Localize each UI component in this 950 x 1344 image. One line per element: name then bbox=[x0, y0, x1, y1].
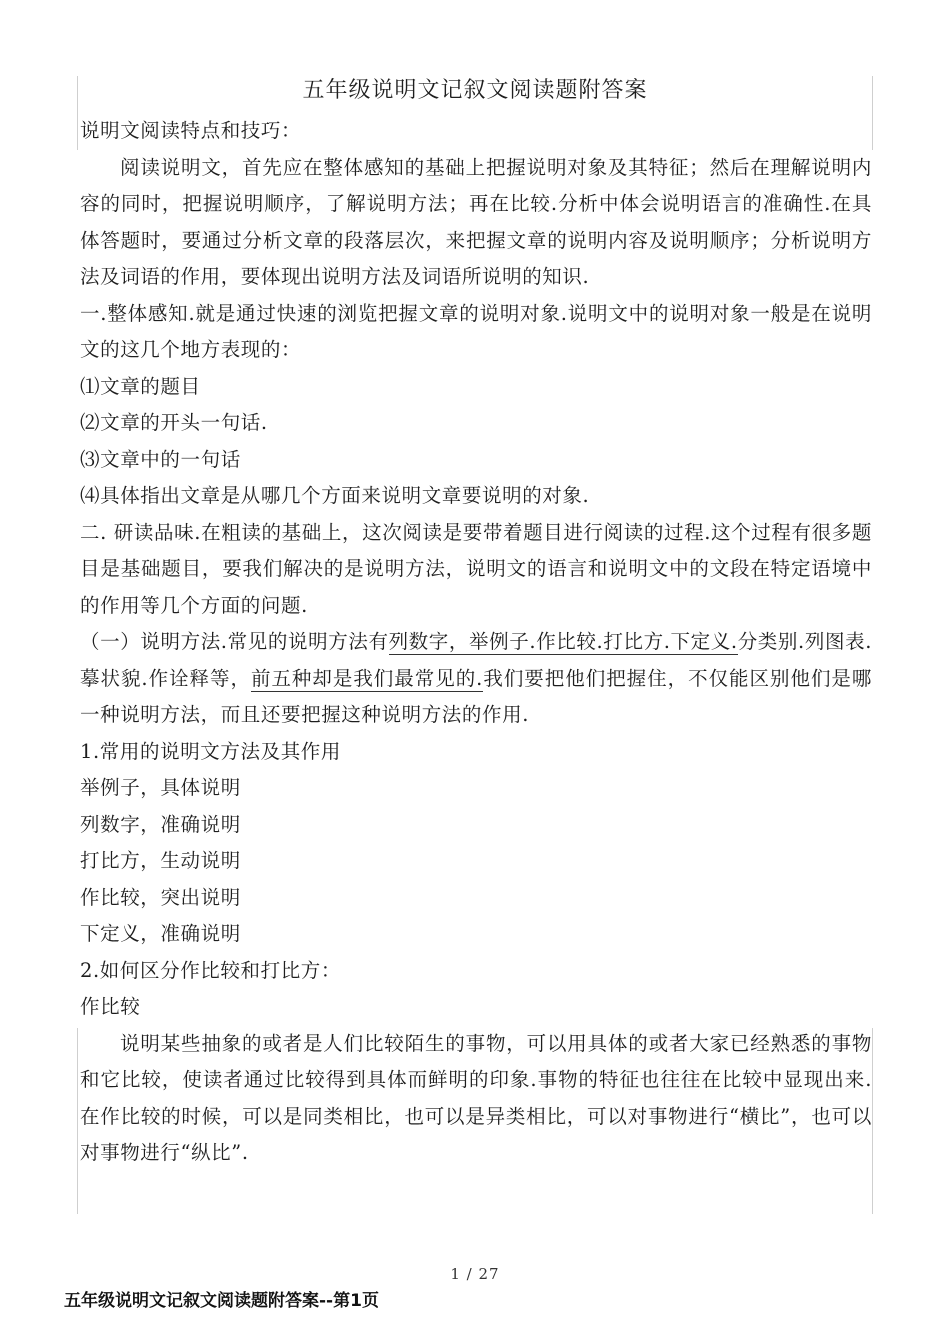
list-item-4: ⑷具体指出文章是从哪几个方面来说明文章要说明的对象. bbox=[80, 484, 590, 507]
list-item-3: ⑶文章中的一句话 bbox=[80, 447, 241, 471]
methods-paragraph bbox=[80, 624, 872, 734]
tips-heading: 说明文阅读特点和技巧： bbox=[80, 119, 302, 142]
methods-text-b: 分类别.列图表.摹状貌.作诠释等， bbox=[80, 630, 872, 690]
page-number: 1 / 27 bbox=[450, 1265, 500, 1283]
document-body bbox=[80, 113, 872, 1172]
methods-underline-1: 列数字，举例子.作比较.打比方.下定义. bbox=[388, 630, 738, 653]
margin-line-right-bottom bbox=[872, 1028, 873, 1214]
margin-line-left-bottom bbox=[77, 1028, 78, 1214]
method-line-5: 下定义，准确说明 bbox=[80, 922, 241, 945]
section-two-paragraph: 二. 研读品味.在粗读的基础上，这次阅读是要带着题目进行阅读的过程.这个过程有很多题目是基础题目，要我们解决的是说明方法，说明文的语言和说明文中的文段在特定语境中的作用等几个方面的问题. bbox=[80, 520, 872, 617]
methods-text-a: （一）说明方法.常见的说明方法有 bbox=[80, 630, 389, 653]
list-item-1: ⑴文章的题目 bbox=[80, 374, 201, 398]
compare-heading: 作比较 bbox=[80, 995, 141, 1018]
methods-text-c: 我们要把他们把握住，不仅能区别他们是哪一种说明方法，而且还要把握这种说明方法的作用. bbox=[80, 666, 872, 726]
methods-underline-2: 前五种却是我们最常见的. bbox=[250, 666, 483, 690]
compare-paragraph: 说明某些抽象的或者是人们比较陌生的事物，可以用具体的或者大家已经熟悉的事物和它比较，使读者通过比较得到具体而鲜明的印象.事物的特征也往往在比较中显现出来.在作比较的时候，可以是同类相比，也可以是异类相比，可以对事物进行“横比”，也可以对事物进行“纵比”. bbox=[80, 1031, 872, 1164]
page-footer: 五年级说明文记叙文阅读题附答案--第1页 bbox=[64, 1291, 379, 1311]
list-item-2: ⑵文章的开头一句话. bbox=[80, 411, 268, 434]
method-line-3: 打比方，生动说明 bbox=[80, 849, 241, 872]
method-line-4: 作比较，突出说明 bbox=[80, 885, 241, 909]
document-title: 五年级说明文记叙文阅读题附答案 bbox=[302, 78, 648, 103]
method-line-2: 列数字，准确说明 bbox=[80, 812, 241, 836]
method-line-1: 举例子，具体说明 bbox=[80, 776, 241, 799]
intro-paragraph: 阅读说明文，首先应在整体感知的基础上把握说明对象及其特征；然后在理解说明内容的同时，把握说明顺序，了解说明方法；再在比较.分析中体会说明语言的准确性.在具体答题时，要通过分析文章的段落层次，来把握文章的说明内容及说明顺序；分析说明方法及词语的作用，要体现出说明方法及词语所说明的知识. bbox=[80, 155, 872, 288]
subheading-1: 1.常用的说明文方法及其作用 bbox=[80, 739, 342, 763]
subheading-2: 2.如何区分作比较和打比方： bbox=[80, 958, 342, 982]
section-one-paragraph: 一.整体感知.就是通过快速的浏览把握文章的说明对象.说明文中的说明对象一般是在说明文的这几个地方表现的： bbox=[80, 301, 872, 361]
